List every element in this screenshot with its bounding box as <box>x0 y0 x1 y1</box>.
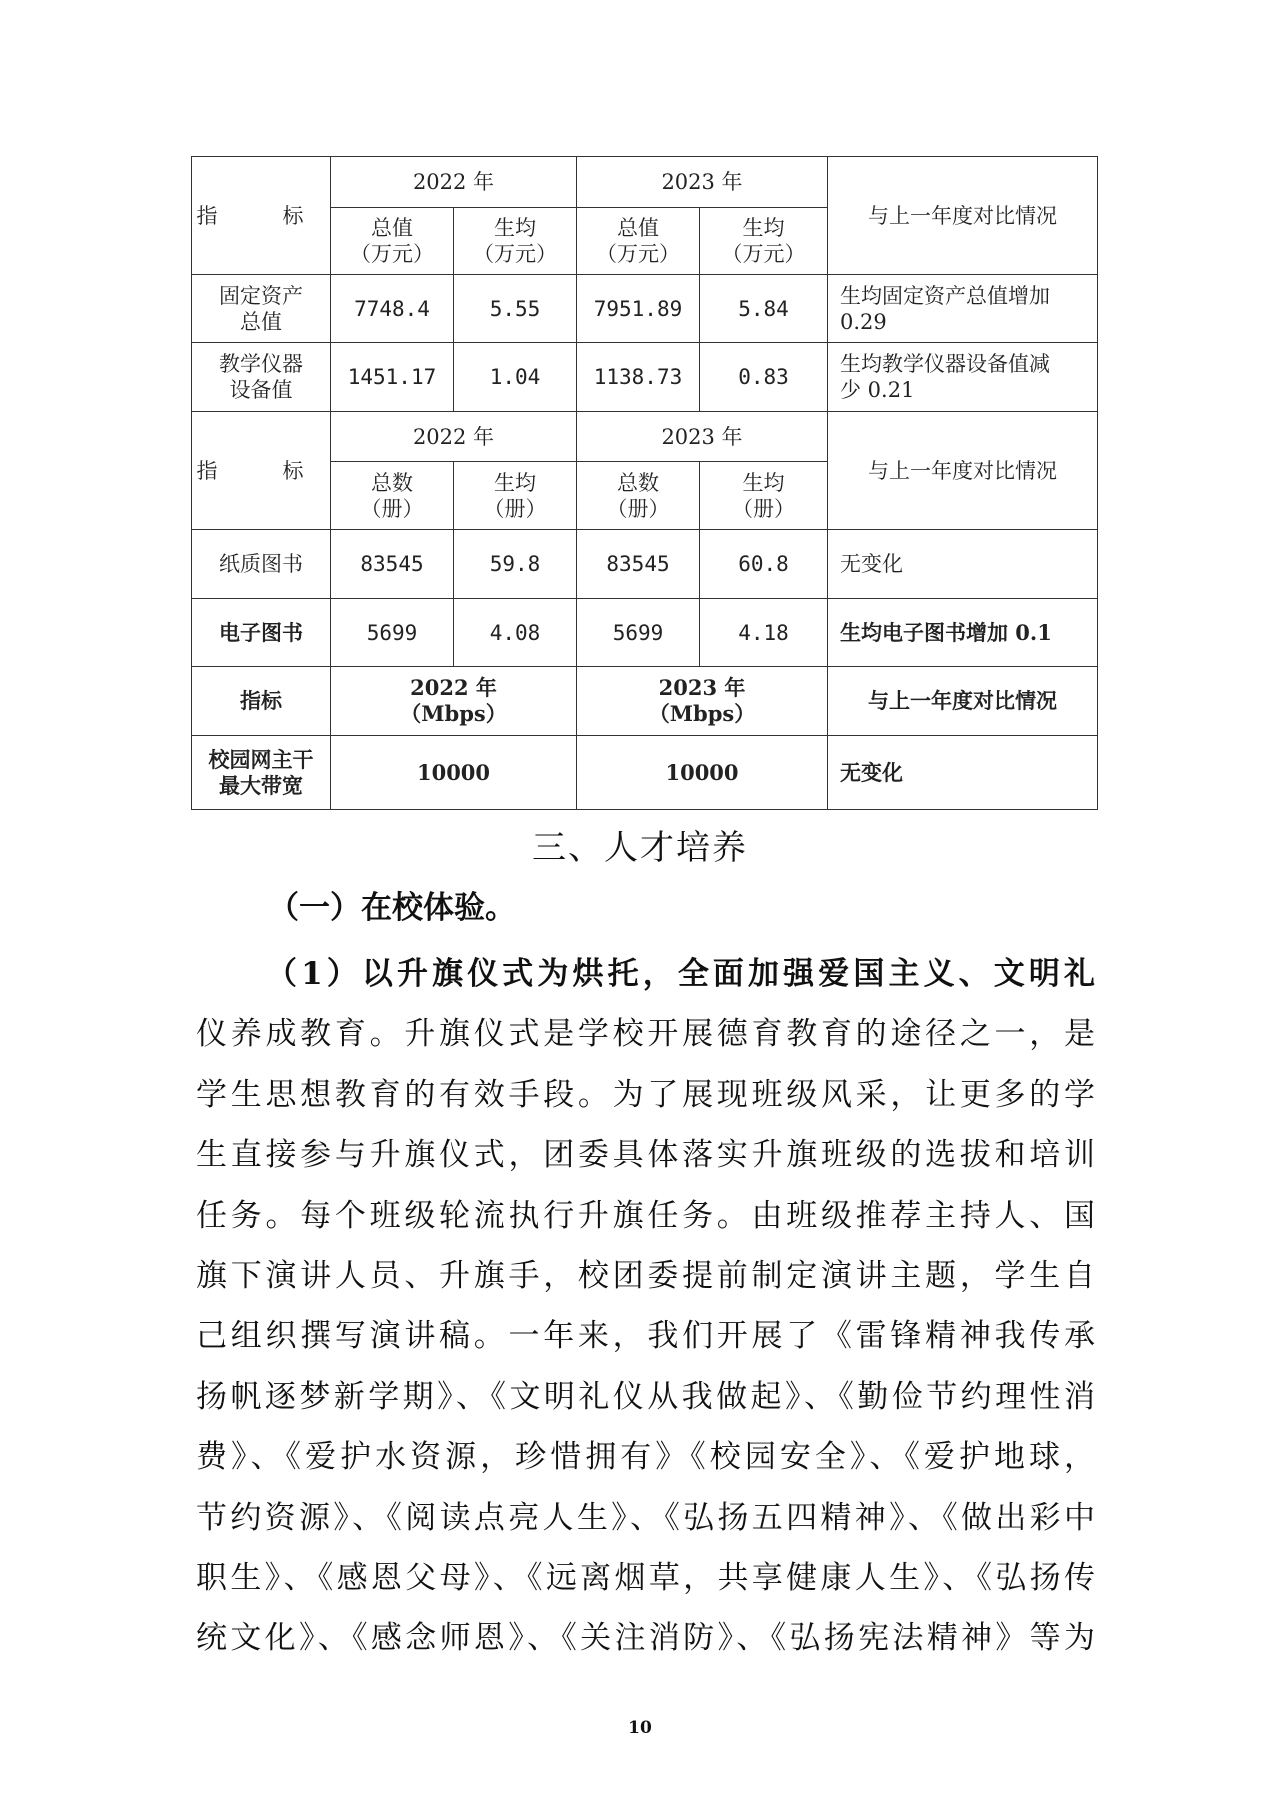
per-student-header: 生均 （万元） <box>700 208 828 275</box>
total-header: 总数 （册） <box>331 462 454 530</box>
compare-cell: 生均教学仪器设备值减 少 0.21 <box>828 343 1098 412</box>
paragraph-line: 费》、《爱护水资源，珍惜拥有》《校园安全》、《爱护地球， <box>196 1439 1096 1476</box>
paragraph-line: 节约资源》、《阅读点亮人生》、《弘扬五四精神》、《做出彩中 <box>196 1499 1096 1536</box>
cell-value: 60.8 <box>700 530 828 599</box>
compare-cell: 生均电子图书增加 0.1 <box>828 599 1098 667</box>
per-student-header: 生均 （册） <box>700 462 828 530</box>
cell-value: 83545 <box>331 530 454 599</box>
table-row <box>192 275 1098 343</box>
cell-value: 7951.89 <box>577 275 700 343</box>
row-label: 教学仪器 设备值 <box>192 343 331 412</box>
cell-value: 59.8 <box>454 530 577 599</box>
compare-cell: 生均固定资产总值增加 0.29 <box>828 275 1098 343</box>
compare-cell: 无变化 <box>828 736 1098 810</box>
cell-value: 5.55 <box>454 275 577 343</box>
cell-value: 1451.17 <box>331 343 454 412</box>
indicator-header: 指 标 <box>192 412 331 530</box>
paragraph-line: 统文化》、《感念师恩》、《关注消防》、《弘扬宪法精神》等为 <box>196 1620 1096 1657</box>
cell-value: 0.83 <box>700 343 828 412</box>
cell-value: 5.84 <box>700 275 828 343</box>
cell-value: 10000 <box>331 736 577 810</box>
paragraph-line: 仪养成教育。升旗仪式是学校开展德育教育的途径之一，是 <box>196 1016 1096 1053</box>
paragraph-line: 任务。每个班级轮流执行升旗任务。由班级推荐主持人、国 <box>196 1197 1096 1234</box>
compare-header: 与上一年度对比情况 <box>828 157 1098 275</box>
row-label: 固定资产 总值 <box>192 275 331 343</box>
body-paragraph <box>196 944 1096 1669</box>
indicator-header: 指 标 <box>192 157 331 275</box>
statistics-table <box>191 156 1098 810</box>
table-header-row <box>192 157 1098 208</box>
table-header-row <box>192 667 1098 736</box>
total-header: 总值 （万元） <box>577 208 700 275</box>
paragraph-line: 己组织撰写演讲稿。一年来，我们开展了《雷锋精神我传承 <box>196 1318 1096 1355</box>
cell-value: 5699 <box>331 599 454 667</box>
cell-value: 5699 <box>577 599 700 667</box>
cell-value: 1.04 <box>454 343 577 412</box>
year-2023-header: 2023 年 <box>577 412 828 462</box>
cell-value: 4.18 <box>700 599 828 667</box>
row-label: 电子图书 <box>192 599 331 667</box>
year-2022-header: 2022 年 <box>331 157 577 208</box>
per-student-header: 生均 （万元） <box>454 208 577 275</box>
table-row <box>192 599 1098 667</box>
paragraph-line: 学生思想教育的有效手段。为了展现班级风采，让更多的学 <box>196 1076 1096 1113</box>
compare-header: 与上一年度对比情况 <box>828 412 1098 530</box>
paragraph-line: 职生》、《感恩父母》、《远离烟草，共享健康人生》、《弘扬传 <box>196 1560 1096 1597</box>
per-student-header: 生均 （册） <box>454 462 577 530</box>
year-2023-header: 2023 年 （Mbps） <box>577 667 828 736</box>
compare-cell: 无变化 <box>828 530 1098 599</box>
cell-value: 1138.73 <box>577 343 700 412</box>
cell-value: 83545 <box>577 530 700 599</box>
subsection-title: （一）在校体验。 <box>268 890 516 926</box>
indicator-header: 指标 <box>192 667 331 736</box>
year-2022-header: 2022 年 （Mbps） <box>331 667 577 736</box>
row-label: 纸质图书 <box>192 530 331 599</box>
table-row <box>192 343 1098 412</box>
paragraph-line: 生直接参与升旗仪式，团委具体落实升旗班级的选拔和培训 <box>196 1137 1096 1174</box>
row-label: 校园网主干 最大带宽 <box>192 736 331 810</box>
table-row <box>192 736 1098 810</box>
table-row <box>192 530 1098 599</box>
paragraph-line: 旗下演讲人员、升旗手，校团委提前制定演讲主题，学生自 <box>196 1258 1096 1295</box>
year-2022-header: 2022 年 <box>331 412 577 462</box>
page-number: 10 <box>628 1718 652 1738</box>
section-title: 三、人才培养 <box>532 828 748 868</box>
compare-header: 与上一年度对比情况 <box>828 667 1098 736</box>
total-header: 总值 （万元） <box>331 208 454 275</box>
cell-value: 7748.4 <box>331 275 454 343</box>
paragraph-line: 扬帆逐梦新学期》、《文明礼仪从我做起》、《勤俭节约理性消 <box>196 1378 1096 1415</box>
total-header: 总数 （册） <box>577 462 700 530</box>
cell-value: 10000 <box>577 736 828 810</box>
paragraph-line: （1）以升旗仪式为烘托，全面加强爱国主义、文明礼 <box>266 956 1096 992</box>
cell-value: 4.08 <box>454 599 577 667</box>
year-2023-header: 2023 年 <box>577 157 828 208</box>
table-header-row <box>192 412 1098 462</box>
